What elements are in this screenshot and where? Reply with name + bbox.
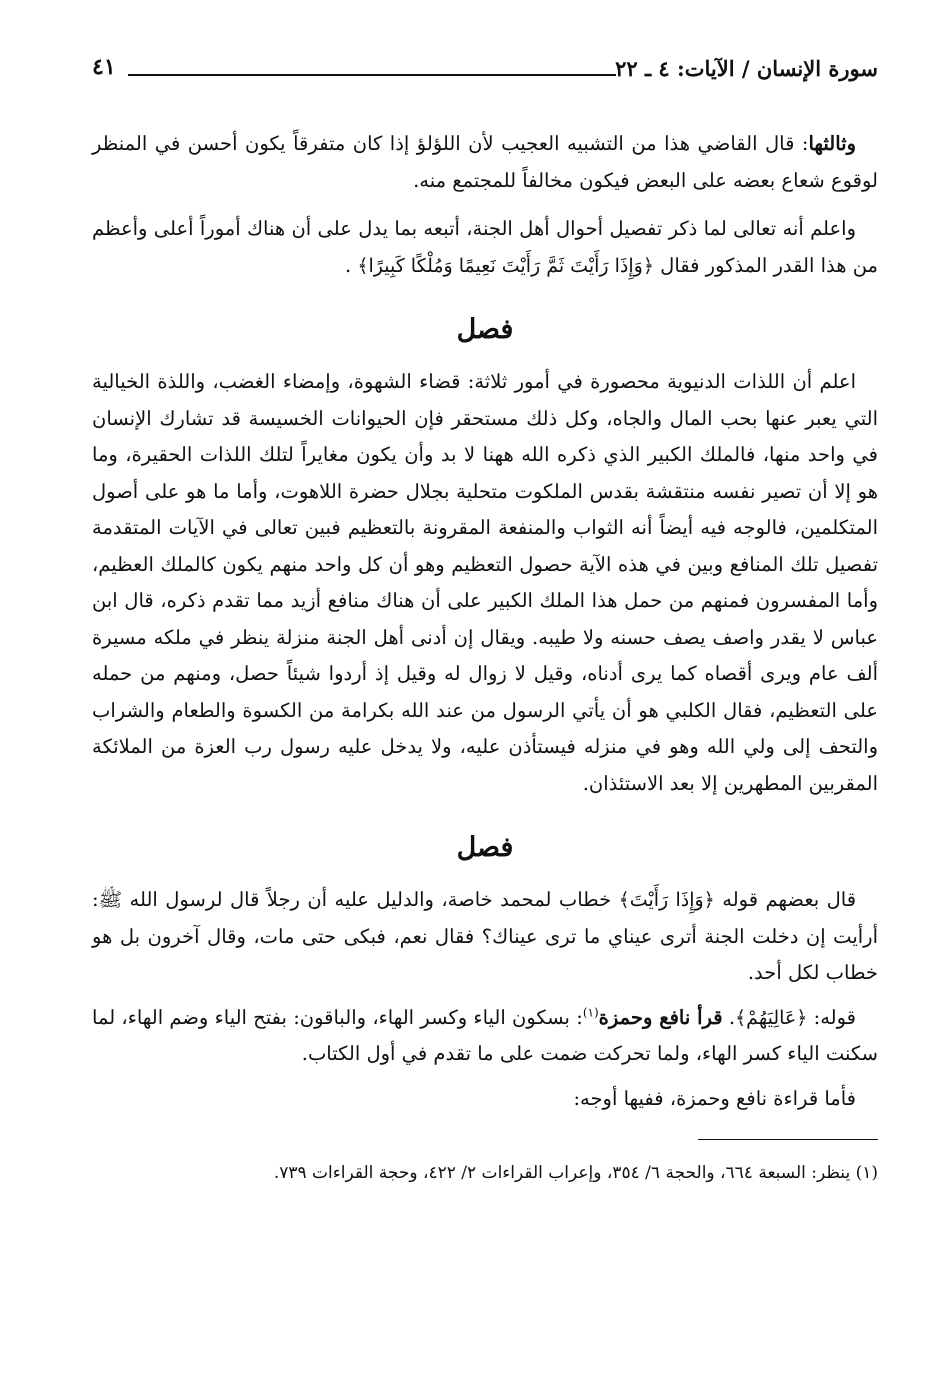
page-header — [92, 52, 878, 86]
section-paragraph — [92, 1000, 878, 1073]
document-page — [92, 52, 878, 1342]
lead-word: وثالثها — [808, 132, 856, 155]
paragraph-text: : قال القاضي هذا من التشبيه العجيب لأن اللؤلؤ إذا كان متفرقاً يكون أحسن في المنظر لوقوع شعاع بعضه على البعض فيكون مخالفاً للمجتمع منه. — [92, 132, 878, 192]
header-rule — [128, 74, 616, 76]
footnote-marker: (١) — [582, 1005, 599, 1019]
section-paragraph — [92, 882, 878, 992]
paragraph-text: : بسكون الياء وكسر الهاء، والباقون: بفتح الياء وضم الهاء، لما سكنت الياء كسر الهاء، ولما تحركت ضمت على ما تقدم في أول الكتاب. — [92, 1005, 878, 1065]
paragraph-text: خطاب لمحمد خاصة، والدليل عليه أن رجلاً قال لرسول الله ﷺ: أرأيت إن دخلت الجنة أترى عيناي ما ترى عيناك؟ فقال نعم، فبكى حتى مات، وقال آخرون بل هو خطاب لكل أحد. — [92, 888, 878, 984]
paragraph-text: قوله: — [813, 1005, 856, 1029]
page-number: ٤١ — [92, 54, 116, 80]
paragraph-text: قال بعضهم قوله — [722, 888, 857, 911]
section-paragraph: فأما قراءة نافع وحمزة، ففيها أوجه: — [573, 1086, 856, 1110]
quran-verse: ﴿عَالِيَهُمْ﴾ — [735, 1006, 808, 1029]
section-paragraph: اعلم أن اللذات الدنيوية محصورة في أمور ثلاثة: قضاء الشهوة، وإمضاء الغضب، واللذة الخيالية التي يعبر عنها بحب المال والجاه، وكل ذلك مستحقر فإن الحيوانات الخسيسة قد تشارك الإنسان في واحد منها، فالملك الكبير الذي ذكره الله ههنا لا بد وأن يكون مغايراً لتلك اللذات الحقيرة، وما هو إلا أن تصير نفسه منتقشة بقدس الملكوت متحلية بجلال حضرة اللاهوت، وأما ما هو على أصول المتكلمين، فالوجه فيه أيضاً أنه الثواب والمنفعة المقرونة بالتعظيم فبين تعالى في الآيات المتقدمة تفصيل تلك المنافع وبين في هذه الآية حصول التعظيم وهو أن كل واحد منهم يكون كالملك العظيم، وأما المفسرون فمنهم من حمل هذا الملك الكبير على أن هناك منافع أزيد مما تقدم ذكره، قال ابن عباس لا يقدر واصف يصف حسنه ولا طيبه. ويقال إن أدنى أهل الجنة منزلة ينظر في ملكه مسيرة ألف عام ويرى أقصاه كما يرى أدناه، وقيل لا زوال له وقيل إذ أردوا شيئاً حصل، ومنهم من حمله على التعظيم، فقال الكلبي هو أن يأتي الرسول من عند الله بكرامة من الكسوة والطعام والشراب والتحف إلى ولي الله وهو في منزله فيستأذن عليه، ولا يدخل عليه رسول رب العزة من الملائكة المقربين المطهرين إلا بعد الاستئذان. — [92, 370, 878, 795]
paragraph-end: . — [344, 253, 352, 277]
footnote-rule — [698, 1139, 878, 1140]
section-heading: فصل — [456, 832, 514, 863]
quran-verse: ﴿وَإِذَا رَأَيْتَ﴾ — [618, 889, 715, 911]
section-heading: فصل — [456, 314, 514, 345]
quran-verse: ﴿وَإِذَا رَأَيْتَ ثَمَّ رَأَيْتَ نَعِيمًا وَمُلْكًا كَبِيرًا﴾ — [357, 254, 654, 277]
paragraph-text: واعلم أنه تعالى لما ذكر تفصيل أحوال أهل الجنة، أتبعه بما يدل على أن هناك أموراً أعلى وأعظم من هذا القدر المذكور فقال — [92, 217, 878, 277]
paragraph-dot: . — [728, 1005, 736, 1029]
paragraph-know — [92, 211, 878, 284]
reading-attribution: قرأ نافع وحمزة — [598, 1005, 723, 1029]
running-title: سورة الإنسان / الآيات: ٤ ـ ٢٢ — [615, 56, 878, 81]
paragraph-third-reason — [92, 126, 878, 199]
footnote: (١) ينظر: السبعة ٦٦٤، والحجة ٦/ ٣٥٤، وإعراب القراءات ٢/ ٤٢٢، وحجة القراءات ٧٣٩. — [273, 1163, 878, 1183]
